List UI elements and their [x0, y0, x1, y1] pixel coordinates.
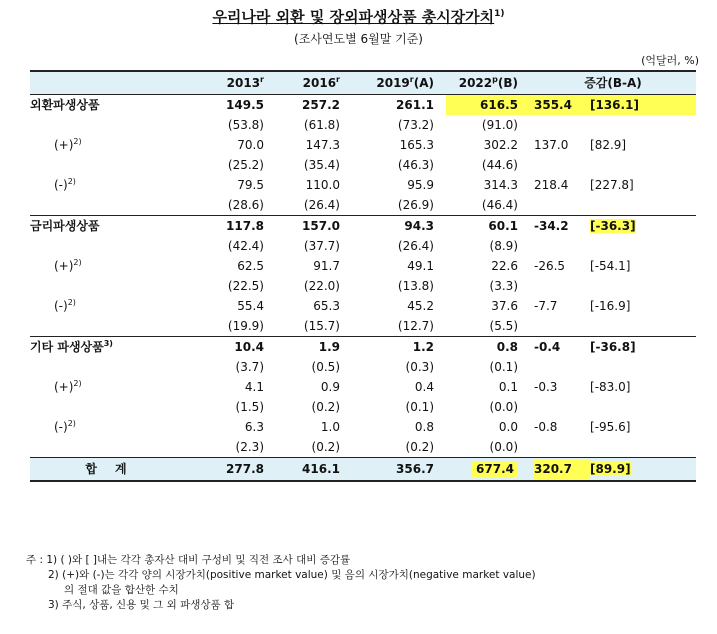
row-positive: $(+)^{2)}$ 62.5 91.7 49.1 22.6 -26.5 [-54.1] — [54, 258, 631, 273]
footnotes — [26, 553, 536, 613]
row-other: 기타 파생상품$^{3)}$ 10.4 1.9 1.2 0.8 -0.4 [-36.8] — [30, 337, 696, 358]
row-share: (42.4) (37.7) (26.4) (8.9) — [227, 239, 518, 253]
row-negative: $(-)^{2)}$ 6.3 1.0 0.8 0.0 -0.8 [-95.6] — [54, 419, 631, 434]
footnote-2: 2) (+)와 (-)는 각각 양의 시장가치(positive market value) 및 음의 시장가치(negative market value) — [48, 569, 536, 581]
market-value-table — [30, 70, 696, 482]
change-cell: -34.2 [-36.3] — [530, 216, 696, 237]
total-label: 합계 — [30, 458, 200, 482]
row-share: (19.9) (15.7) (12.7) (5.5) — [227, 319, 518, 333]
row-share: (2.3) (0.2) (0.2) (0.0) — [235, 440, 518, 454]
row-share: (3.7) (0.5) (0.3) (0.1) — [235, 360, 518, 374]
subtitle: (조사연도별 6월말 기준) — [294, 32, 423, 46]
highlighted-cell: 616.5 — [446, 95, 530, 116]
header-2016: 2016$^r$ — [276, 71, 352, 95]
row-share: (22.5) (22.0) (13.8) (3.3) — [227, 279, 518, 293]
row-share: (1.5) (0.2) (0.1) (0.0) — [235, 400, 518, 414]
row-share: (25.2) (35.4) (46.3) (44.6) — [227, 158, 518, 172]
header-row — [30, 71, 696, 95]
header-2013: 2013$^r$ — [200, 71, 276, 95]
row-interest-rate: 금리파생상품 117.8 157.0 94.3 60.1 -34.2 [-36.3] — [30, 216, 696, 237]
row-share: (28.6) (26.4) (26.9) (46.4) — [227, 198, 518, 212]
row-negative: $(-)^{2)}$ 79.5 110.0 95.9 314.3 218.4 [227.8] — [54, 177, 634, 192]
title-text: 우리나라 외환 및 장외파생상품 총시장가치 — [212, 8, 495, 26]
row-total: 합계 277.8 416.1 356.7 677.4 320.7 [89.9] — [30, 458, 696, 482]
cell: 149.5 — [226, 98, 264, 112]
row-negative: $(-)^{2)}$ 55.4 65.3 45.2 37.6 -7.7 [-16.9] — [54, 298, 631, 313]
header-change: 증감(B-A) — [530, 71, 696, 95]
title-footnote: 1) — [494, 9, 505, 19]
header-2022: 2022$^p$(B) — [446, 71, 530, 95]
unit-label: (억달러, %) — [641, 54, 699, 67]
row-label: 금리파생상품 — [30, 216, 200, 237]
footnote-3: 3) 주식, 상품, 신용 및 그 외 파생상품 합 — [48, 599, 235, 611]
row-label: 기타 파생상품$^{3)}$ — [30, 337, 200, 358]
row-share: (53.8) (61.8) (73.2) (91.0) — [227, 118, 518, 132]
row-positive: $(+)^{2)}$ 70.0 147.3 165.3 302.2 137.0 [82.9] — [54, 137, 627, 152]
row-fx — [30, 95, 696, 116]
footnote-2-cont: 의 절대 값을 합산한 수치 — [64, 584, 179, 596]
row-label: 외환파생상품 — [30, 98, 100, 112]
highlighted-cell: 677.4 — [472, 461, 518, 477]
row-positive: $(+)^{2)}$ 4.1 0.9 0.4 0.1 -0.3 [-83.0] — [54, 379, 631, 394]
footnote-1: 주 : 1) ( )와 [ ]내는 각각 총자산 대비 구성비 및 직전 조사 대비 증감률 — [26, 554, 351, 566]
header-2019: 2019$^r$(A) — [352, 71, 446, 95]
header-blank — [30, 71, 200, 95]
table-title — [0, 6, 717, 27]
cell: 257.2 — [302, 98, 340, 112]
change-cell: 355.4 [136.1] — [530, 95, 696, 116]
cell: 261.1 — [396, 98, 434, 112]
